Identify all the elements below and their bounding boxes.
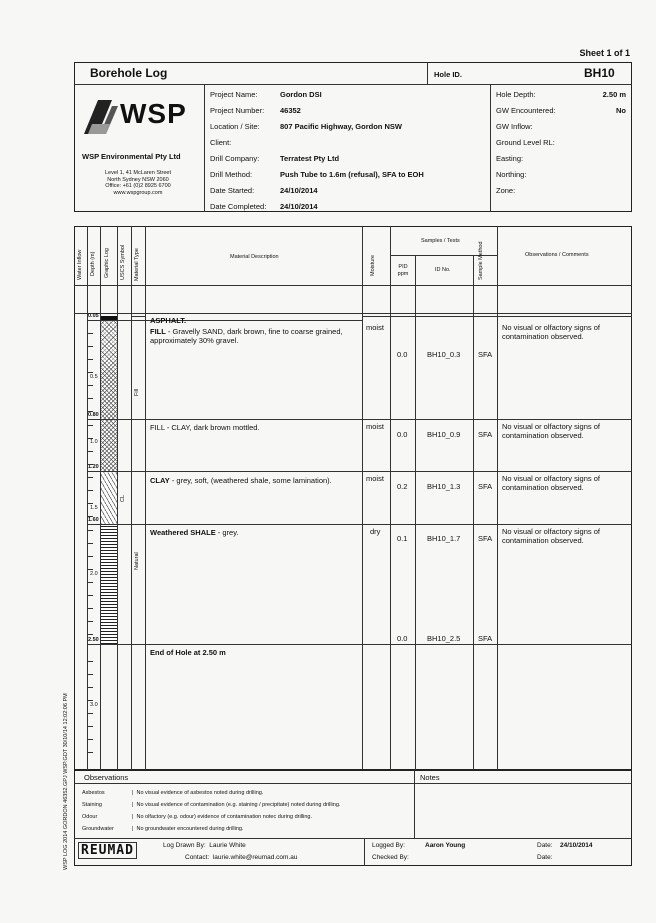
col-samples-tests: Samples / Tests [421,238,460,244]
address-line: Level 1, 41 McLaren Street [104,170,172,176]
depth-boundary: 0.05 [88,313,99,319]
col-water-inflow: Water Inflow [77,249,83,280]
field-label: Date Started: [210,186,255,195]
sample-id: BH10_0.9 [427,430,461,439]
col-observations: Observations / Comments [525,252,589,258]
col-depth: Depth (m) [90,251,96,276]
depth-boundary: 1.60 [88,517,99,523]
layer-observation: No visual or olfactory signs of contamination observed. [502,474,600,492]
field-value: 46352 [280,106,301,115]
address-line: www.wspgroup.com [113,189,163,196]
hole-id-label: Hole ID. [434,70,462,79]
uscs-cl: CL [120,494,126,502]
sample-id: BH10_0.3 [427,350,461,359]
date-value: 24/10/2014 [560,842,593,849]
observation-row: Staining | No visual evidence of contamination (e.g. staining / precipitate) noted during drilling. [82,799,412,811]
field-row [496,135,626,151]
log-title: Borehole Log [90,66,168,80]
hole-fields [496,87,626,199]
field-value: Push Tube to 1.6m (refusal), SFA to EOH [280,170,424,179]
depth-boundary: 1.20 [88,464,99,470]
sample-pid: 0.2 [397,482,408,491]
layer-name: ASPHALT. [150,316,187,325]
field-value: No [616,106,626,115]
field-label: Drill Method: [210,170,253,179]
sample-id: BH10_2.5 [427,634,461,643]
hole-id: BH10 [584,66,615,80]
observations-title: Observations [84,773,129,782]
sample-method: SFA [478,534,493,543]
sheet-number: Sheet 1 of 1 [579,48,630,58]
field-label: Easting: [496,154,524,163]
field-value: 807 Pacific Highway, Gordon NSW [280,122,402,131]
field-label: Date Completed: [210,202,267,211]
layer-observation: No visual or olfactory signs of contamination observed. [502,323,600,341]
checked-by-label: Checked By: [372,854,409,861]
logged-by-label: Logged By: [372,842,405,849]
graphic-clay [101,471,117,524]
moisture-value: moist [366,474,384,483]
log-table [74,226,632,770]
material-type-natural: Natural [134,552,140,570]
logged-by-value: Aaron Young [425,842,466,849]
col-uscs: USCS Symbol [120,244,126,280]
field-row [210,183,490,199]
moisture-value: dry [370,527,381,536]
field-row [496,87,626,103]
sample-method: SFA [478,430,493,439]
field-row [496,167,626,183]
log-drawn-by-value: Laurie White [209,842,246,849]
moisture-value: moist [366,323,384,332]
graphic-fill-clay [101,419,117,471]
observation-label: Asbestos [82,790,105,796]
field-label: Client: [210,138,232,147]
field-row [210,199,490,215]
field-value: 24/10/2014 [280,186,318,195]
project-fields [210,87,490,215]
field-label: Zone: [496,186,516,195]
field-row [496,119,626,135]
field-label: Location / Site: [210,122,260,131]
observation-label: Staining [82,802,102,808]
address-line: Office: +61 (0)2 8925 6700 [105,183,171,189]
field-label: Project Number: [210,106,265,115]
address-line: North Sydney NSW 2060 [107,176,169,183]
layer-detail: - Gravelly SAND, dark brown, fine to coarse grained, approximately 30% gravel. [150,327,343,345]
company-address [88,170,188,196]
sample-id: BH10_1.7 [427,534,461,543]
field-row [210,135,490,151]
depth-scale: 1.0 [90,439,98,445]
sample-pid: 0.0 [397,634,408,643]
observation-row: Odour | No olfactory (e.g. odour) evidence of contamination notec during drilling. [82,811,412,823]
graphic-shale [101,524,117,644]
log-drawn-by-label: Log Drawn By: [163,842,206,849]
field-label: GW Encountered: [496,106,556,115]
observation-text: No visual evidence of contamination (e.g. staining / precipitate) noted during drilling. [136,802,341,808]
observation-label: Odour [82,814,98,820]
observation-list [82,787,412,835]
layer-description [150,528,358,537]
depth-scale: 0.5 [90,374,98,380]
layer-description [150,327,358,345]
col-moisture: Moisture [370,254,376,276]
col-graphic-log: Graphic Log [104,248,110,278]
observation-label: Groundwater [82,826,114,832]
observation-text: No groundwater encountered during drilling. [136,826,244,832]
layer-description [150,648,358,657]
field-value: Gordon DSI [280,90,322,99]
field-row [210,167,490,183]
field-label: Hole Depth: [496,90,536,99]
sample-pid: 0.0 [397,430,408,439]
field-label: GW Inflow: [496,122,533,131]
material-type-fill: Fill [134,388,140,396]
depth-boundary: 0.80 [88,412,99,418]
sample-pid: 0.1 [397,534,408,543]
col-sample-method: Sample Method [478,241,484,280]
layer-description [150,423,358,432]
date-label: Date: [537,842,553,849]
log-drawn-by [163,842,246,849]
depth-scale: 1.5 [90,505,98,511]
field-label: Ground Level RL: [496,138,555,147]
layer-description [150,476,358,485]
sample-id: BH10_1.3 [427,482,461,491]
layer-detail: - grey. [215,528,239,537]
field-value: Terratest Pty Ltd [280,154,340,163]
col-material-description: Material Description [230,254,279,260]
observation-row: Asbestos | No visual evidence of asbestos noted during drilling. [82,787,412,799]
col-pid: PID ppm [397,264,409,277]
layer-name: Weathered SHALE [150,528,216,537]
field-value: 24/10/2014 [280,202,318,211]
graphic-fill-sand [101,320,117,419]
field-label: Drill Company: [210,154,260,163]
depth-scale: 3.0 [90,702,98,708]
layer-observation: No visual or olfactory signs of contamination observed. [502,422,600,440]
layer-name: End of Hole at 2.50 m [150,648,226,657]
contact-value: laurie.white@reumad.com.au [212,854,298,861]
field-row [496,103,626,119]
field-row [496,151,626,167]
observation-text: No visual evidence of asbestos noted during drilling. [136,790,264,796]
col-id-no: ID No. [435,267,451,273]
field-row [210,119,490,135]
contact-label: Contact: [185,854,210,861]
col-material-type: Material Type [134,248,140,281]
field-row [210,87,490,103]
wsp-logo-text: WSP [120,98,187,129]
layer-observation: No visual or olfactory signs of contamination observed. [502,527,600,545]
sample-method: SFA [478,350,493,359]
field-label: Northing: [496,170,527,179]
field-row [496,183,626,199]
observation-row: Groundwater | No groundwater encountered during drilling. [82,823,412,835]
notes-title: Notes [420,773,440,782]
layer-name: FILL [150,327,166,336]
date2-label: Date: [537,854,553,861]
moisture-value: moist [366,422,384,431]
side-stamp: WSP LOG 2014 GORDON 46352.GPJ WSP.GDT 30/10/14 12:02:06 PM [63,693,69,870]
sample-method: SFA [478,482,493,491]
depth-scale: 2.0 [90,571,98,577]
layer-detail: FILL - CLAY, dark brown mottled. [150,423,260,432]
contact [185,854,297,861]
company-name: WSP Environmental Pty Ltd [82,152,181,161]
reumad-logo: REUMAD [78,842,137,859]
depth-boundary: 2.50 [88,637,99,643]
field-row [210,103,490,119]
sample-method: SFA [478,634,493,643]
sample-pid: 0.0 [397,350,408,359]
layer-description [150,316,358,325]
layer-detail: - grey, soft, (weathered shale, some lamination). [169,476,332,485]
field-row [210,151,490,167]
layer-name: CLAY [150,476,170,485]
field-value: 2.50 m [602,90,626,99]
field-label: Project Name: [210,90,258,99]
observation-text: No olfactory (e.g. odour) evidence of contamination notec during drilling. [136,814,312,820]
